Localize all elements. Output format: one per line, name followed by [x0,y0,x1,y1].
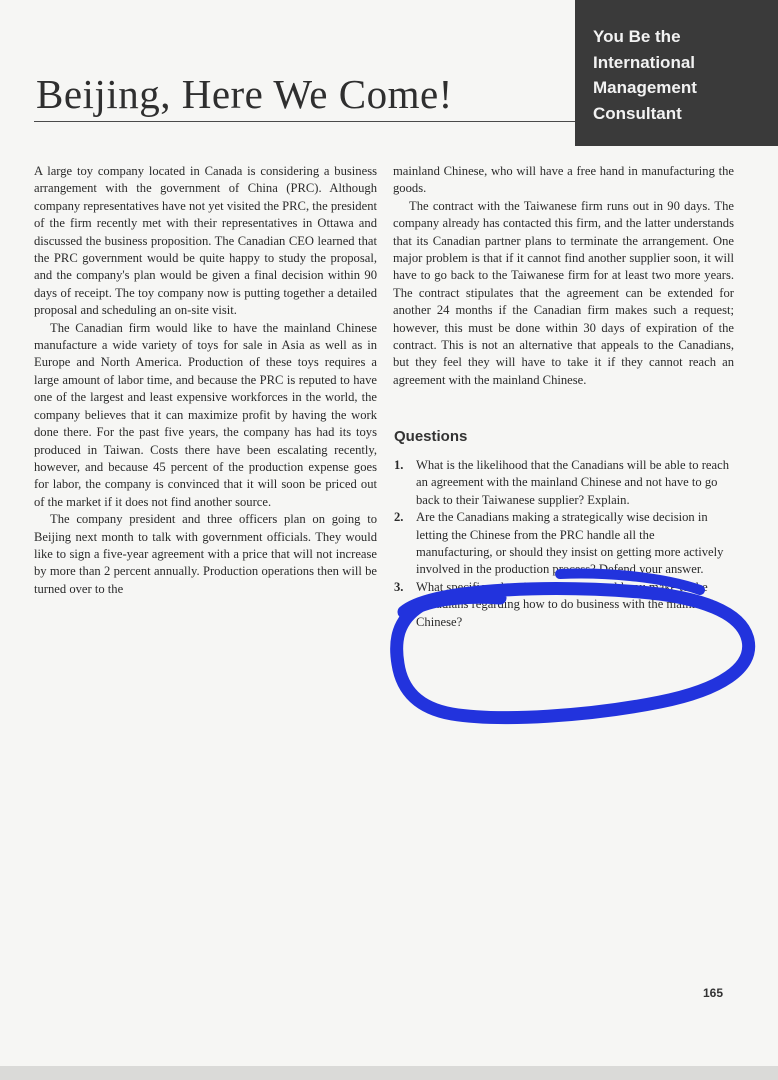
paragraph: mainland Chinese, who will have a free hand in manufacturing the goods. [393,164,734,196]
questions-heading: Questions [394,428,468,445]
badge-line: International [593,52,696,72]
question-item [394,457,734,509]
section-badge-text [593,24,697,126]
page-edge [0,1066,778,1080]
right-column [393,163,734,389]
question-item [394,509,734,579]
question-item [394,579,734,631]
question-text: What specific cultural suggestions would you make to the Canadians regarding how to do business with the mainland Chinese? [416,579,714,629]
title-rule [34,121,575,122]
page-title: Beijing, Here We Come! [36,71,453,117]
question-number: 2. [394,510,404,525]
question-number: 3. [394,579,404,594]
paragraph: The contract with the Taiwanese firm runs out in 90 days. The company already has contacted this firm, and the latter understands that its Canadian partner plans to terminate the arrangement. One major problem is that if it cannot find another supplier soon, it will have to go back to the Taiwanese firm for at least two more years. The contract stipulates that the agreement can be extended for another 24 months if the Canadian firm makes such a request; however, this must be done within 30 days of expiration of the contract. This is not an alternative that appeals to the Canadians, but they feel they will have to take it if they cannot reach an agreement with the mainland Chinese. [393,198,734,387]
badge-line: Consultant [593,103,682,123]
question-text: Are the Canadians making a strategically wise decision in letting the Chinese from the PRC handle all the manufacturing, or should they insist on getting more actively involved in the production process? Defend your answer. [416,510,724,577]
paragraph: A large toy company located in Canada is considering a business arrangement with the government of China (PRC). Although company representatives have not yet visited the PRC, the president of the firm recently met with their representatives in Ottawa and discussed the business proposition. The Canadian CEO learned that the PRC government would be quite happy to study the proposal, and the company's plan would be given a final decision within 90 days of receipt. The toy company now is putting together a detailed proposal and scheduling an on-site visit. [34,164,377,318]
questions-list [394,457,734,631]
paragraph: The Canadian firm would like to have the mainland Chinese manufacture a wide variety of toys for sale in Asia as well as in Europe and North America. Production of these toys requires a large amount of labor time, and because the PRC is reputed to have one of the largest and least expensive workforces in the world, the company believes that it can maximize profit by having the work done there. For the past five years, the company has had its toys produced in Taiwan. Costs there have been escalating recently, however, and because 45 percent of the production expense goes for labor, the company is convinced that it will soon be priced out of the market if it does not find another source. [34,320,377,509]
question-number: 1. [394,458,404,472]
badge-line: Management [593,78,697,97]
paragraph: The company president and three officers plan on going to Beijing next month to talk with government officials. They would like to sign a five-year agreement with a price that will not increase by more than 2 percent annually. Production operations then will be turned over to the [34,512,377,596]
page-number: 165 [703,986,724,1000]
question-text: What is the likelihood that the Canadians will be able to reach an agreement with the mainland Chinese and not have to go back to their Taiwanese supplier? Explain. [416,458,729,507]
left-column [34,163,377,598]
badge-line: You Be the [593,27,681,46]
